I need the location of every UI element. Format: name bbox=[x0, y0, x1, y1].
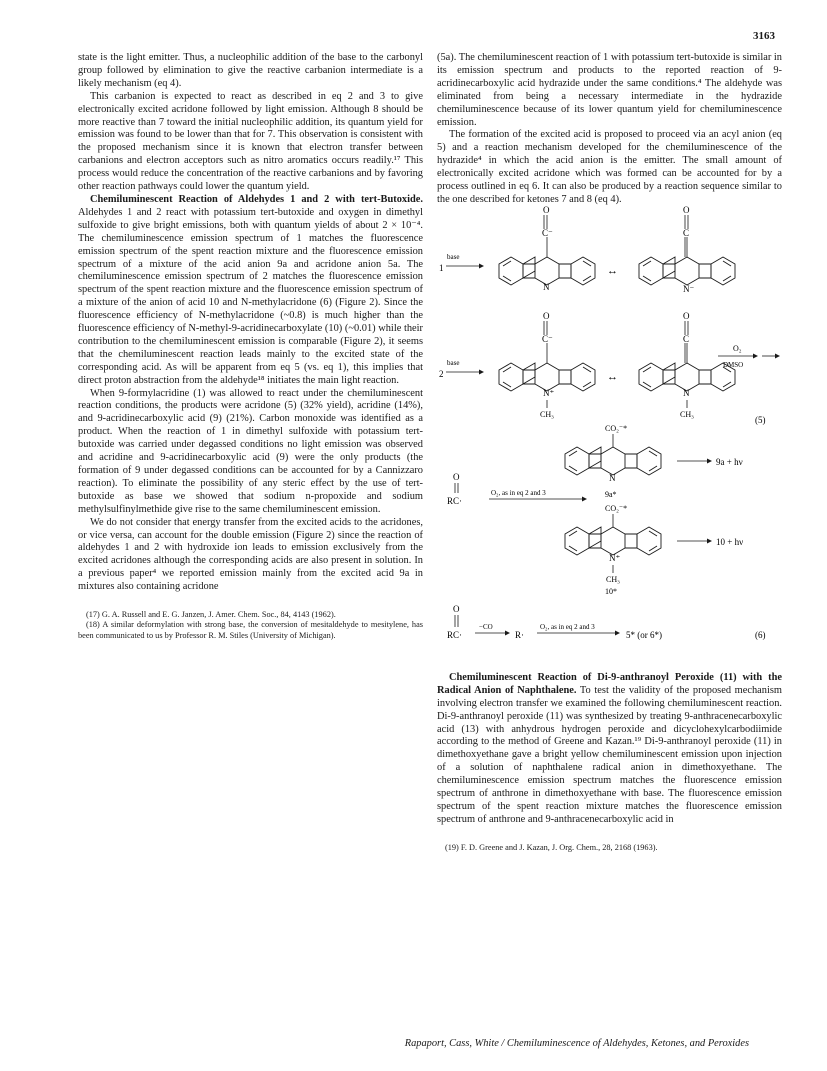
atom-label: O bbox=[543, 310, 550, 321]
product-label: 10 + hν bbox=[716, 536, 744, 547]
paragraph: state is the light emitter. Thus, a nucleophilic addition of the base to the carbonyl group followed by elimination to give the reactive carbanion intermediate is a likely mechanism (eq 4). bbox=[78, 52, 423, 89]
paragraph: This carbanion is expected to react as described in eq 2 and 3 to give electronically excited acridone followed by light emission. Although 8 should be more reactive than 7 toward the initial nucleophilic addition, its quantum yield for emission was found to be lower than that for 7. This observation is consistent with the proposed mechanism since it is known that electron transfer between carbanions and electron acceptors such as nitro aromatics occurs readily.¹⁷ This process would reduce the concentration of the reactive carbanions and by favoring other reaction pathways could lower the quantum yield. bbox=[78, 90, 423, 193]
resonance-arrow: ↔ bbox=[607, 264, 618, 277]
paragraph-body: To test the validity of the proposed mechanism involving electron transfer we examined the following chemiluminescent reaction. Di-9-anthranoyl peroxide (11) was synthesized by treating 9-anthracenecarboxylic acid (13) with anhydrous hydrogen peroxide and dicyclohexylcarbodiimide according to the method of Greene and Kazan.¹⁹ Di-9-anthranoyl peroxide (11) in dimethoxyethane gave a bright yellow chemiluminescent emission upon injection of a solution of naphthalene radical anion in dimethoxyethane. The chemiluminescence emission spectrum matches the fluorescence emission spectrum of anthrone in dimethoxyethane with base. The fluorescence emission spectrum of the spent reaction mixture matches the fluorescence emission spectrum of anthrone and 9-anthracenecarboxylic acid in bbox=[437, 684, 782, 825]
equation-number: (6) bbox=[755, 629, 766, 640]
paragraph: The formation of the excited acid is proposed to proceed via an acyl anion (eq 5) and a reaction mechanism developed for the chemiluminescence of the hydrazide⁴ in which the acid anion is the emitter. The small amount of electronically excited acridone which was formed can be accounted for by a process outlined in eq 6. It can also be produced by a reaction sequence similar to the one described for ketones 7 and 8 (eq 4). bbox=[437, 129, 782, 205]
equation-6 bbox=[447, 604, 766, 640]
atom-label: N bbox=[683, 387, 690, 398]
compound-label: 1 bbox=[439, 262, 444, 273]
footnote-18: (18) A similar deformylation with strong base, the conversion of mesitaldehyde to mesitylene, has been communicated to us by Professor R. M. Stiles (University of Michigan). bbox=[78, 620, 423, 640]
excited-acid-scheme bbox=[447, 424, 743, 596]
atom-label: N⁺ bbox=[543, 387, 555, 398]
equation-5a bbox=[439, 205, 735, 294]
atom-label: N⁻ bbox=[683, 283, 695, 294]
running-footer: Rapaport, Cass, White / Chemiluminescence of Aldehydes, Ketones, and Peroxides bbox=[404, 1038, 749, 1049]
atom-label: CO₂⁻* bbox=[605, 503, 628, 513]
atom-label: N bbox=[609, 472, 616, 483]
section-heading: Chemiluminescent Reaction of Di-9-anthranoyl Peroxide (11) with the Radical Anion of Naphthalene. bbox=[437, 671, 782, 696]
resonance-arrow: ↔ bbox=[607, 370, 618, 383]
compound-label: 10* bbox=[605, 586, 617, 596]
footnote-17: (17) G. A. Russell and E. G. Janzen, J. Amer. Chem. Soc., 84, 4143 (1962). bbox=[86, 610, 336, 620]
atom-label: R· bbox=[515, 629, 524, 640]
reagent-label: −CO bbox=[479, 622, 493, 631]
atom-label: RC· bbox=[447, 495, 463, 506]
paragraph: We do not consider that energy transfer from the excited acids to the acridones, or vice versa, can account for the double emission (Figure 2) since the reaction of aldehydes 1 and 2 with hydroxide ion leads to emission exclusively from the excited acridones although the corresponding acids are also present in solution. In a previous paper⁴ we reported emission mainly from the excited acid 9a in mixtures also containing acridone bbox=[78, 516, 423, 593]
atom-label: C bbox=[683, 333, 690, 344]
paragraph bbox=[78, 194, 423, 388]
footnotes bbox=[437, 843, 782, 853]
atom-label: O bbox=[683, 204, 690, 215]
atom-label: O bbox=[453, 471, 460, 482]
reagent-label: base bbox=[447, 358, 460, 367]
product-label: 9a + hν bbox=[716, 456, 743, 467]
left-column bbox=[78, 52, 423, 641]
section-heading: Chemiluminescent Reaction of Aldehydes 1 and 2 with tert-Butoxide. bbox=[90, 193, 423, 205]
equation-5b bbox=[439, 311, 780, 425]
atom-label: N⁺ bbox=[609, 552, 621, 563]
reagent-label: base bbox=[447, 252, 460, 261]
reagent-label: DMSO bbox=[723, 360, 744, 369]
equation-number: (5) bbox=[755, 414, 766, 425]
atom-label: O bbox=[543, 204, 550, 215]
atom-label: C⁻ bbox=[542, 333, 553, 344]
right-column bbox=[437, 52, 782, 853]
footnote-19: (19) F. D. Greene and J. Kazan, J. Org. Chem., 28, 2168 (1963). bbox=[445, 842, 658, 852]
reagent-label: O₂, as in eq 2 and 3 bbox=[540, 622, 595, 631]
atom-label: N bbox=[543, 281, 550, 292]
paragraph: When 9-formylacridine (1) was allowed to react under the chemiluminescent reaction conditions, the products were acridone (5) (32% yield), acridine (14%), and 9-acridinecarboxylic acid (9) (21%). Carbon monoxide was identified as a product. When the reaction of 1 in dimethyl sulfoxide with potassium tert-butoxide was carried under degassed conditions no light emission was observed and acridine and 9-acridinecarboxylic acid (9) were the only products (the formation of 9 under degassed conditions can be accounted for by a Cannizzaro reaction). To eliminate the possibility of any steric effect by the use of tert-butoxide as base we showed that sodium n-propoxide and sodium methylsulfinylmethide give rise to the same chemiluminescent emission. bbox=[78, 387, 423, 515]
atom-label: C⁻ bbox=[542, 227, 553, 238]
paragraph: (5a). The chemiluminescent reaction of 1 with potassium tert-butoxide is similar in its emission spectrum and products to the reported reaction of 9-acridinecarboxylic acid hydrazide under the same conditions.⁴ The aldehyde was eliminated from being a necessary intermediate in the hydrazide chemiluminescence because of its lower quantum yield for chemiluminescence emission. bbox=[437, 52, 782, 128]
paragraph-body: Aldehydes 1 and 2 react with potassium tert-butoxide and oxygen in dimethyl sulfoxide to give bright emissions, both with quantum yields of about 2 × 10⁻⁴. The chemiluminescence emission spectrum of 1 matches the fluorescence emission spectrum of the spent reaction mixture and the fluorescence emission spectrum of a mixture of the acid anion 9a and acridone anion 5a. The chemiluminescence emission spectrum of 2 matches the fluorescence emission spectrum of the spent reaction mixture and the fluorescence emission spectrum of a mixture of the anion of acid 10 and N-methylacridone (6) (Figure 2). Since the fluorescence efficiency of N-methylacridone (~0.8) is much higher than the fluorescence efficiency of N-methyl-9-acridinecarboxylate (10) (~0.01) while their contribution to the chemiluminescent emission is comparable (Figure 2), it seems that the chemiluminescent reaction leads mainly to the excited state of the corresponding acid. As will be apparent from eq 5 (vs. eq 1), this implies that direct proton abstraction from the aldehyde¹⁸ initiates the main light reaction. bbox=[78, 206, 423, 386]
footnotes bbox=[78, 610, 423, 641]
atom-label: CO₂⁻* bbox=[605, 423, 628, 433]
atom-label: C bbox=[683, 227, 690, 238]
reagent-label: O₂ bbox=[733, 343, 742, 353]
compound-label: 2 bbox=[439, 368, 444, 379]
reagent-label: O₂, as in eq 2 and 3 bbox=[491, 488, 546, 497]
atom-label: CH₃ bbox=[680, 409, 694, 419]
atom-label: CH₃ bbox=[606, 574, 620, 584]
paragraph bbox=[437, 672, 782, 827]
page-number: 3163 bbox=[753, 30, 775, 42]
compound-label: 9a* bbox=[605, 489, 617, 499]
atom-label: CH₃ bbox=[540, 409, 554, 419]
reaction-scheme bbox=[437, 204, 782, 666]
atom-label: RC· bbox=[447, 629, 463, 640]
product-label: 5* (or 6*) bbox=[626, 629, 662, 640]
atom-label: O bbox=[683, 310, 690, 321]
atom-label: O bbox=[453, 603, 460, 614]
